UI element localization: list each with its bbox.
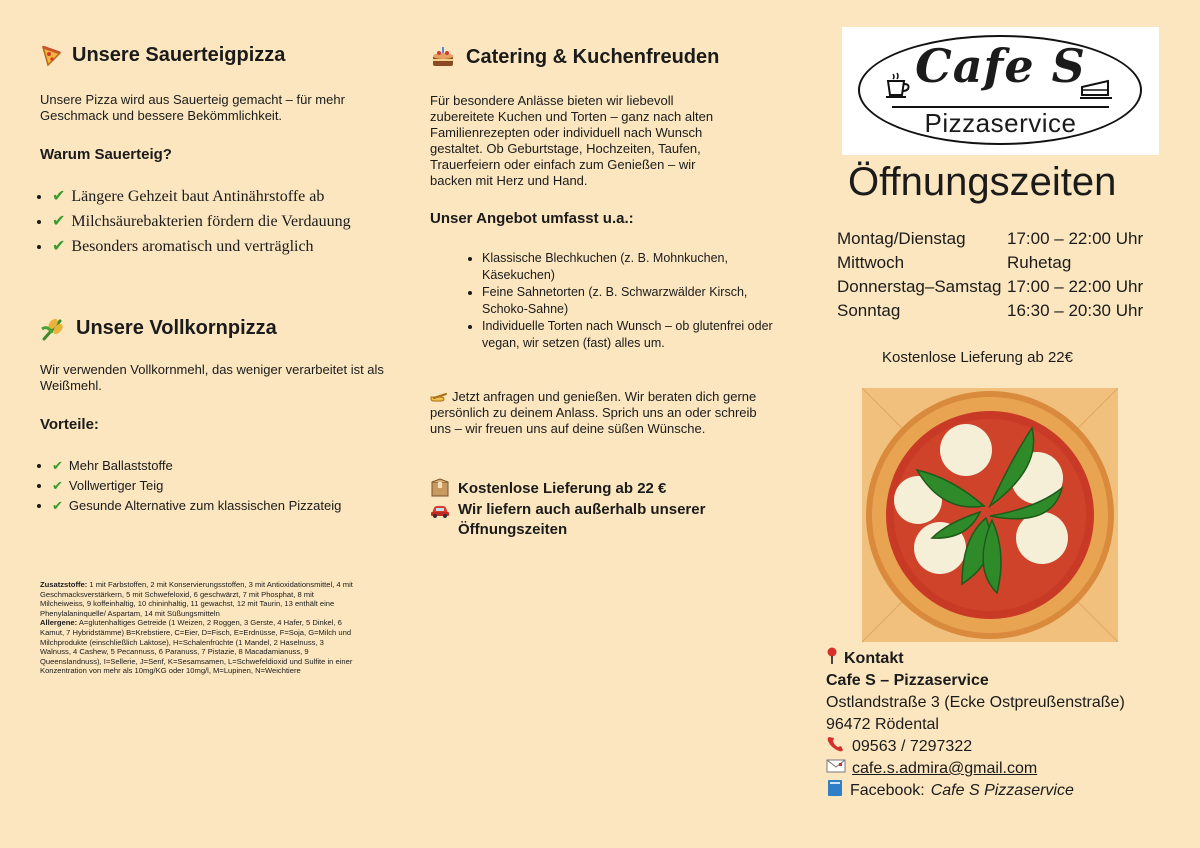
checkmark-icon: ✔ bbox=[52, 236, 66, 255]
list-item: • ✔ Vollwertiger Teig bbox=[52, 476, 385, 496]
opening-hours-title: Öffnungszeiten bbox=[848, 160, 1117, 204]
allergens-label: Allergene: bbox=[40, 618, 78, 628]
logo-subtitle: Pizzaservice bbox=[924, 108, 1077, 138]
sourdough-text: Unsere Pizza wird aus Sauerteig gemacht – für mehr Geschmack und bessere Bekömmlichkeit. bbox=[40, 92, 345, 123]
sourdough-heading bbox=[40, 44, 285, 67]
contact-block bbox=[826, 648, 1125, 802]
advantages-heading: Vorteile: bbox=[40, 416, 99, 433]
email-link[interactable]: cafe.s.admira@gmail.com bbox=[852, 760, 1038, 777]
pizza-illustration bbox=[862, 388, 1118, 642]
allergens-text: A=glutenhaltiges Getreide (1 Weizen, 2 Roggen, 3 Gerste, 4 Hafer, 5 Dinkel, 6 Kamut, 7 Hybridstämme) B=Krebstiere, C=Eier, D=Fisch, E=Erdnüsse, F=Soja, G=Milch und Milchprodukte (einschließlich Laktose), H=Schalenfrüchte (1 Mandel, 2 Haselnuss, 3 Walnuss, 4 Cashew, 5 Pecannuss, 6 Paranuss, 7 Pistazie, 8 Macadamianuss, 9 Queenslandnuss), I=Sellerie, J=Senf, K=Sesamsamen, L=Schwefeldioxid und Sulfite in einer Konzentration von mehr als 10mg/KG oder 10mg/l, M=Lupinen, N=Weichtiere bbox=[40, 618, 353, 676]
cta-block bbox=[430, 389, 760, 437]
wholegrain-title: Unsere Vollkornpizza bbox=[76, 316, 277, 339]
checkmark-icon: ✔ bbox=[52, 211, 66, 230]
list-item: • Feine Sahnetorten (z. B. Schwarzwälder Kirsch, Schoko-Sahne) bbox=[482, 284, 775, 317]
hours-time: Ruhetag bbox=[1007, 253, 1072, 272]
phone-icon bbox=[826, 735, 846, 759]
pointing-hand-icon bbox=[430, 391, 448, 405]
list-item: • Individuelle Torten nach Wunsch – ob glutenfrei oder vegan, wir setzen (fast) alles um. bbox=[482, 318, 775, 351]
additives-note bbox=[40, 580, 355, 676]
contact-title-row bbox=[826, 648, 1125, 670]
list-item: • ✔ Mehr Ballaststoffe bbox=[52, 456, 385, 476]
cta-text: Jetzt anfragen und genießen. Wir beraten dich gerne persönlich zu deinem Anlass. Sprich uns an oder schreib uns – wir freuen uns auf deine süßen Wünsche. bbox=[430, 389, 757, 436]
wheat-icon bbox=[40, 315, 66, 341]
car-icon bbox=[430, 503, 450, 519]
hours-day: Sonntag bbox=[837, 301, 901, 320]
contact-street-row bbox=[826, 692, 1125, 714]
catering-title: Catering & Kuchenfreuden bbox=[466, 45, 720, 68]
catering-heading bbox=[430, 44, 719, 70]
additives-text: 1 mit Farbstoffen, 2 mit Konservierungsstoffen, 3 mit Antioxidationsmittel, 4 mit Geschmacksverstärkern, 5 mit Schwefeloxid, 6 geschwärzt, 7 mit Phosphat, 8 mit Milcheiweiss, 9 koffeinhaltig, 10 chininhaltig, 11 gewachst, 12 mit Taurin, 13 enthält eine Phenylalaninquelle/ Aspartam, 14 mit Süßungsmitteln bbox=[40, 580, 353, 618]
hours-day: Mittwoch bbox=[837, 253, 905, 272]
list-item: • ✔ Besonders aromatisch und verträglich bbox=[52, 236, 385, 257]
facebook-link[interactable]: Cafe S Pizzaservice bbox=[930, 782, 1074, 799]
contact-name-row bbox=[826, 670, 1125, 692]
contact-street: Ostlandstraße 3 (Ecke Ostpreußenstraße) bbox=[826, 694, 1125, 711]
advantages-list bbox=[0, 456, 385, 516]
book-icon bbox=[826, 779, 844, 803]
hours-time: 17:00 – 22:00 Uhr bbox=[1007, 277, 1144, 296]
wholegrain-text: Wir verwenden Vollkornmehl, das weniger verarbeitet ist als Weißmehl. bbox=[40, 362, 384, 393]
facebook-label: Facebook: bbox=[850, 782, 925, 799]
list-item: • ✔ Milchsäurebakterien fördern die Verdauung bbox=[52, 211, 385, 232]
cake-icon bbox=[430, 44, 456, 70]
hours-time: 17:00 – 22:00 Uhr bbox=[1007, 229, 1144, 248]
facebook-row bbox=[826, 780, 1125, 802]
wholegrain-heading bbox=[40, 315, 277, 341]
hours-time: 16:30 – 20:30 Uhr bbox=[1007, 301, 1144, 320]
contact-city-row bbox=[826, 714, 1125, 736]
email-row bbox=[826, 758, 1125, 780]
checkmark-icon: ✔ bbox=[52, 459, 63, 474]
additives-label: Zusatzstoffe: bbox=[40, 580, 88, 589]
checkmark-icon: ✔ bbox=[52, 479, 63, 494]
contact-name: Cafe S – Pizzaservice bbox=[826, 672, 989, 689]
offer-heading: Unser Angebot umfasst u.a.: bbox=[430, 210, 634, 227]
phone-row bbox=[826, 736, 1125, 758]
free-delivery-note: Kostenlose Lieferung ab 22€ bbox=[882, 349, 1073, 366]
offer-list bbox=[430, 250, 775, 352]
pin-icon bbox=[826, 647, 838, 671]
list-item: • ✔ Längere Gehzeit baut Antinährstoffe ab bbox=[52, 186, 385, 207]
pizza-slice-icon bbox=[40, 45, 62, 67]
why-sourdough-heading: Warum Sauerteig? bbox=[40, 146, 172, 163]
envelope-icon bbox=[826, 758, 846, 780]
phone-number[interactable]: 09563 / 7297322 bbox=[852, 738, 973, 755]
contact-title: Kontakt bbox=[844, 650, 904, 667]
checkmark-icon: ✔ bbox=[52, 186, 66, 205]
logo-name: Cafe S bbox=[915, 39, 1086, 93]
list-item: • ✔ Gesunde Alternative zum klassischen Pizzateig bbox=[52, 496, 385, 516]
outside-hours-text: Wir liefern auch außerhalb unserer Öffnungszeiten bbox=[458, 501, 706, 538]
delivery-text: Kostenlose Lieferung ab 22 € bbox=[458, 479, 667, 497]
logo bbox=[842, 27, 1159, 155]
catering-text: Für besondere Anlässe bieten wir liebevoll zubereitete Kuchen und Torten – ganz nach alten Familienrezepten oder individuell nach Wunsch gestaltet. Ob Geburtstage, Hochzeiten, Taufen, Trauerfeiern oder einfach zum Genießen – wir backen mit Herz und Hand. bbox=[430, 93, 714, 188]
outside-hours-line bbox=[430, 500, 760, 540]
hours-day: Montag/Dienstag bbox=[837, 229, 966, 248]
contact-city: 96472 Rödental bbox=[826, 716, 939, 733]
delivery-line bbox=[430, 478, 666, 498]
hours-day: Donnerstag–Samstag bbox=[837, 277, 1002, 296]
package-icon bbox=[430, 478, 450, 498]
list-item: • Klassische Blechkuchen (z. B. Mohnkuchen, Käsekuchen) bbox=[482, 250, 775, 283]
checkmark-icon: ✔ bbox=[52, 499, 63, 514]
why-sourdough-list bbox=[0, 186, 385, 261]
sourdough-title: Unsere Sauerteigpizza bbox=[72, 44, 286, 66]
